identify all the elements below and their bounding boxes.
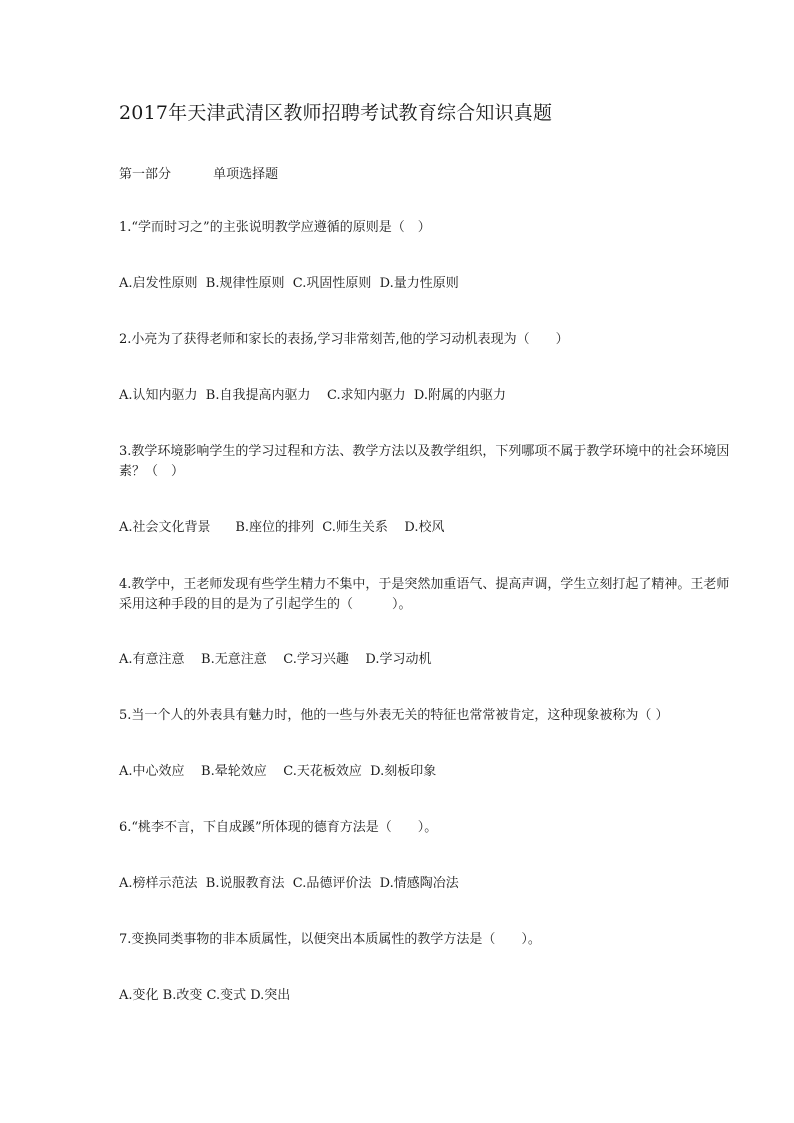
question-1-options: A.启发性原则 B.规律性原则 C.巩固性原则 D.量力性原则 bbox=[119, 276, 459, 291]
question-2-stem: 2.小亮为了获得老师和家长的表扬,学习非常刻苦,他的学习动机表现为（ ） bbox=[119, 332, 569, 347]
question-4-stem: 4.教学中，王老师发现有些学生精力不集中，于是突然加重语气、提高声调，学生立刻打起了精神。王老师采用这种手段的目的是为了引起学生的（ ）。 bbox=[119, 577, 730, 612]
question-5-options: A.中心效应 B.晕轮效应 C.天花板效应 D.刻板印象 bbox=[119, 764, 437, 779]
question-2-options: A.认知内驱力 B.自我提高内驱力 C.求知内驱力 D.附属的内驱力 bbox=[119, 388, 506, 403]
question-6-stem: 6.“桃李不言，下自成蹊”所体现的德育方法是（ ）。 bbox=[119, 820, 438, 835]
question-5-stem: 5.当一个人的外表具有魅力时，他的一些与外表无关的特征也常常被肯定，这种现象被称为（ ） bbox=[119, 708, 669, 723]
question-4-options: A.有意注意 B.无意注意 C.学习兴趣 D.学习动机 bbox=[119, 652, 432, 667]
section-heading bbox=[119, 163, 278, 182]
document-title: 2017年天津武清区教师招聘考试教育综合知识真题 bbox=[119, 102, 553, 124]
section-part: 第一部分 bbox=[119, 167, 172, 182]
question-6-options: A.榜样示范法 B.说服教育法 C.品德评价法 D.情感陶冶法 bbox=[119, 876, 459, 891]
question-7-options: A.变化 B.改变 C.变式 D.突出 bbox=[119, 988, 291, 1003]
question-3-stem: 3.教学环境影响学生的学习过程和方法、教学方法以及教学组织，下列哪项不属于教学环境中的社会环境因素？（ ） bbox=[119, 444, 730, 479]
question-1-stem: 1.“学而时习之”的主张说明教学应遵循的原则是（ ） bbox=[119, 220, 431, 235]
question-7-stem: 7.变换同类事物的非本质属性，以便突出本质属性的教学方法是（ ）。 bbox=[119, 932, 541, 947]
question-3-options: A.社会文化背景 B.座位的排列 C.师生关系 D.校风 bbox=[119, 520, 445, 535]
section-name: 单项选择题 bbox=[213, 167, 279, 182]
